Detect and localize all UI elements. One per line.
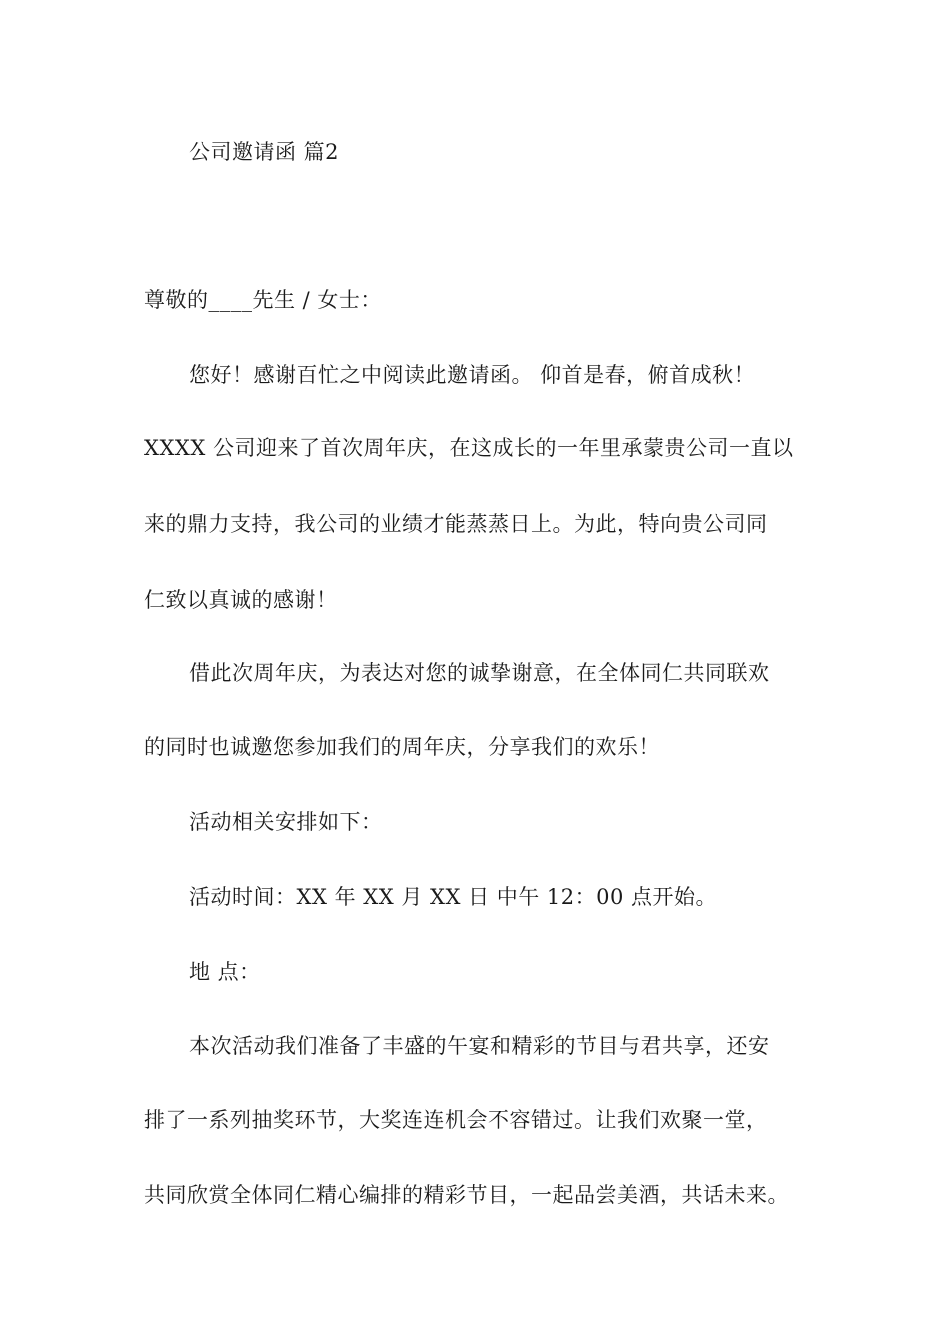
body-line: 的同时也诚邀您参加我们的周年庆，分享我们的欢乐！ — [144, 735, 660, 759]
body-line: XXXX 公司迎来了首次周年庆，在这成长的一年里承蒙贵公司一直以 — [144, 436, 794, 460]
salutation: 尊敬的____先生 / 女士： — [144, 288, 382, 312]
body-line: 仁致以真诚的感谢！ — [144, 588, 338, 612]
body-line: 共同欣赏全体同仁精心编排的精彩节目，一起品尝美酒，共话未来。 — [144, 1183, 789, 1207]
body-line: 活动时间：XX 年 XX 月 XX 日 中午 12：00 点开始。 — [189, 885, 718, 909]
body-line: 活动相关安排如下： — [189, 810, 383, 834]
body-line: 本次活动我们准备了丰盛的午宴和精彩的节目与君共享，还安 — [189, 1034, 770, 1058]
body-line: 借此次周年庆，为表达对您的诚挚谢意，在全体同仁共同联欢 — [189, 661, 770, 685]
document-title: 公司邀请函 篇2 — [189, 140, 340, 164]
body-line: 来的鼎力支持，我公司的业绩才能蒸蒸日上。为此，特向贵公司同 — [144, 512, 768, 536]
body-line: 地 点： — [189, 960, 261, 984]
body-line: 排了一系列抽奖环节，大奖连连机会不容错过。让我们欢聚一堂， — [144, 1108, 768, 1132]
body-line: 您好！感谢百忙之中阅读此邀请函。 仰首是春，俯首成秋！ — [189, 363, 756, 387]
